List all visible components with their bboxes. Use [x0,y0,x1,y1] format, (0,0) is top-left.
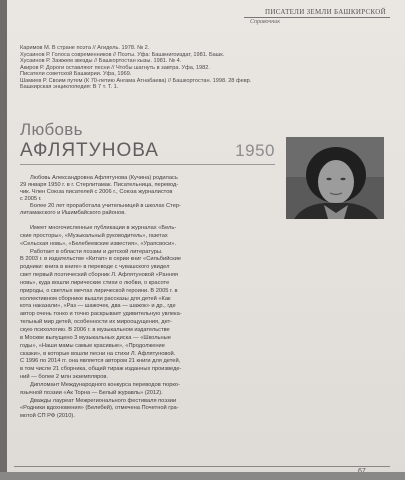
portrait-image [286,137,384,219]
biography-line: кота наказали», «Раз — шажочек, два — шажок» и др., где [20,303,176,310]
author-last-name: АФЛЯТУНОВА [20,140,159,161]
author-photo [286,137,384,219]
author-birth-year: 1950 [235,141,275,160]
biography-text [20,225,386,421]
heading-divider [20,164,275,165]
biography-line: Любовь Александровна Афлятунова (Кучина) родилась [30,175,178,181]
biography-line: Дипломант Международного конкурса переводов тюрко- [30,381,180,388]
biography-line: «Родники вдохновения» (Белебей), отмечена Почетной гра- [20,405,179,412]
biography-line: скую психологию. В 2006 г. в музыкальном издательстве [20,326,170,333]
biography-line: Работает в области поэзии и детской литературы. [30,248,163,255]
biography-line: автор очень тонко и точно раскрывает удивительную увлека- [20,311,182,318]
page-left-shadow [0,0,7,480]
biography-line: В 2003 г. в издательстве «Китап» в серии книг «Сильбийские [20,256,182,263]
biography-line: родники: книга в книге» в переводе с чувашского увидел [20,264,170,271]
biography-line: мотой СП РФ (2010). [20,413,75,420]
biography-line: С 1996 по 2014 гг. она является автором 21 книги для детей, [20,358,181,365]
footer-divider [14,466,390,467]
header-title: ПИСАТЕЛИ ЗЕМЛИ БАШКИРСКОЙ [244,8,390,18]
biography-line: литамакского и Ишимбайского районов. [20,210,126,217]
bibliography-entry: Башкирская энциклопедия: В 7 т. Т. 1. [20,84,119,90]
biography-line: «Сельская новь», «Белебеевские известия», «Урапсвоси». [20,240,177,247]
biography-line: новь», куда вошли лирические стихи о любви, о красоте [20,279,170,286]
bibliography-entry: Шамиев Р. Своим путем (К 70-летию Ангама Атнабаева) // Башкортостан. 1998. 28 февр. [20,77,252,84]
bibliography-entry: Каримов М. В стране поэта // Агидель. 1978. № 2. [20,45,150,51]
biography-line: ний — более 2 млн экземпляров. [20,374,109,381]
biography-line: в том числе 21 сборника, общий тираж изданных произведе- [20,366,182,373]
bibliography-entry: Хусаинов Р. Голоса современников // Поэты. Уфа: Башкнигоиздат, 1981. Башк. [20,51,225,58]
biography-line: тельный мир детей, особенности их мироощущения, дет- [20,319,173,326]
biography-line: Более 20 лет проработала учительницей в школах Стер- [30,203,181,210]
header-subtitle: Справочник [250,19,281,25]
biography-line: Дважды лауреат Межрегионального фестиваля поэзии [30,397,177,404]
biography-line: природы, о светлых мечтах лирической героини. В 2005 г. в [20,287,178,294]
bibliography-entry: Писатели советской Башкирии. Уфа, 1969. [20,71,132,77]
bibliography-entry: Акиров Р. Дороги оставляют песни // Чтобы шагнуть в завтра. Уфа, 1982. [20,64,210,71]
author-first-name: Любовь [20,120,83,139]
biography-line: с 2005 г. [20,196,42,203]
bibliography-entry: Хусаинов Р. Зажжем звезды // Башкортостан кызы. 1981. № 4. [20,58,182,64]
biography-line: свет первый поэтический сборник Л. Афлятуновой «Ранняя [20,272,179,279]
biography-line: ские просторы», «Музыкальный руководитель», газетах [20,232,168,239]
biography-line: сказки», в которые вошли песни на стихи Л. Афлятуновой. [20,350,176,357]
biography-line: чик. Член Союза писателей с 2006 г., Союза журналистов [20,189,173,196]
biography-line: коллективном сборнике вышли рассказы для детей «Как [20,295,171,302]
biography-line: в Москве выпущено 3 музыкальных диска — «Школьные [20,334,171,341]
biography-line: Имеет многочисленные публикации в журналах «Бель- [30,225,177,231]
biography-line: 29 января 1950 г. в г. Стерлитамак. Писательница, перевод- [20,182,179,189]
biography-line: язычной поэзии «Ак Торна — Белый журавль» (2012). [20,389,163,396]
biography-line: годы», «Наши мамы самые красивые», «Продолжение [20,342,165,349]
bibliography-list [20,45,320,91]
biography-text-top [20,175,281,218]
page-bottom-shadow [0,472,405,480]
running-header [244,8,390,25]
author-heading [20,120,275,165]
